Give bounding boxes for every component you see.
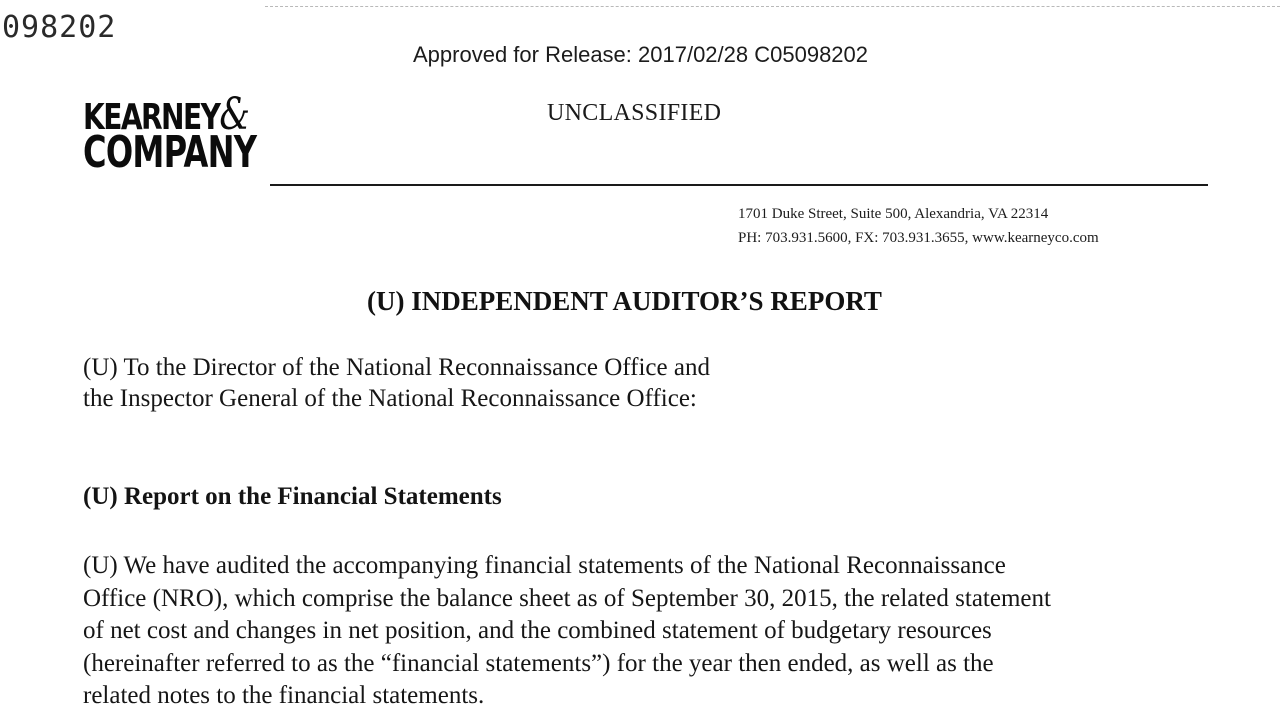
logo-word-company: COMPANY — [83, 127, 257, 178]
paragraph-line: (hereinafter referred to as the “financial statements”) for the year then ended, as well as the — [83, 649, 994, 677]
scan-artifact-line — [265, 6, 1280, 7]
body-paragraph — [83, 550, 1051, 713]
letterhead-address — [738, 202, 1099, 250]
paragraph-line: Office (NRO), which comprise the balance sheet as of September 30, 2015, the related statement — [83, 584, 1051, 612]
address-contact: PH: 703.931.5600, FX: 703.931.3655, www.kearneyco.com — [738, 230, 1099, 246]
salutation-line: (U) To the Director of the National Reconnaissance Office and — [83, 354, 710, 381]
release-approval-line: Approved for Release: 2017/02/28 C05098202 — [413, 42, 869, 67]
report-title: (U) INDEPENDENT AUDITOR’S REPORT — [367, 286, 882, 316]
company-logo — [83, 89, 320, 178]
section-heading: (U) Report on the Financial Statements — [83, 483, 502, 510]
paragraph-line: related notes to the financial statements. — [83, 682, 485, 709]
address-street: 1701 Duke Street, Suite 500, Alexandria, VA 22314 — [738, 206, 1049, 222]
document-id-stamp: 098202 — [2, 10, 117, 45]
letterhead-rule — [270, 184, 1208, 186]
logo-word-kearney: KEARNEY — [83, 97, 220, 138]
paragraph-line: of net cost and changes in net position, and the combined statement of budgetary resources — [83, 617, 992, 644]
classification-marking: UNCLASSIFIED — [547, 100, 722, 126]
salutation-line: the Inspector General of the National Reconnaissance Office: — [83, 385, 697, 412]
logo-ampersand: & — [219, 89, 250, 140]
salutation — [83, 352, 710, 414]
paragraph-line: (U) We have audited the accompanying financial statements of the National Reconnaissance — [83, 552, 1006, 579]
